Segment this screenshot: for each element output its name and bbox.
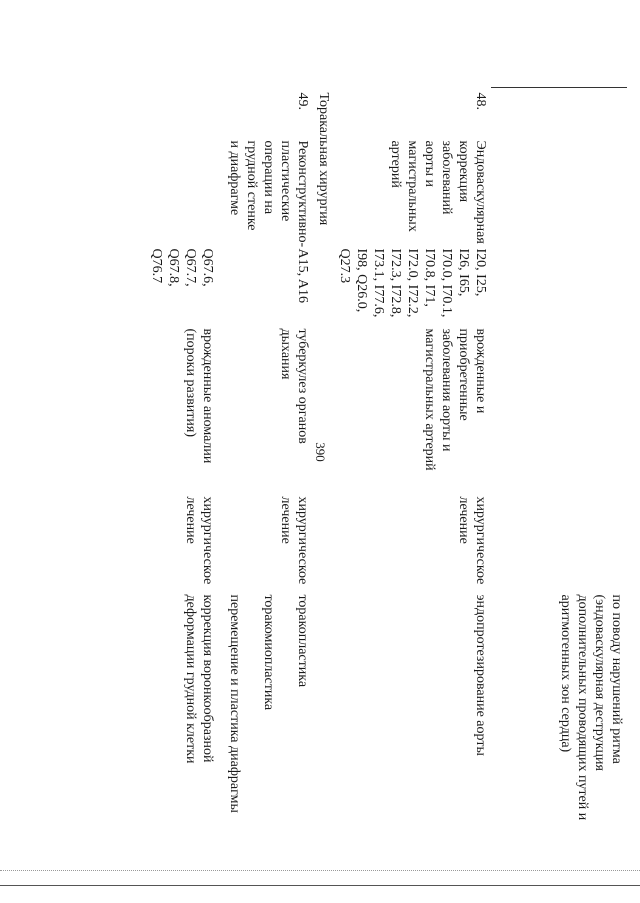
method-item: торакопластика: [295, 594, 310, 688]
carry-cell-type: [491, 492, 627, 590]
row49-methods-a: [218, 590, 313, 838]
rotated-page-content: [67, 87, 627, 837]
carry-cell-group: [491, 88, 627, 136]
vmp-table: [146, 87, 627, 838]
row48-method: эндопротезирование аорты: [473, 594, 488, 756]
carry-method: по поводу нарушений ритма (эндоваскулярная деструкция дополнительных проводящих путей и аритмогенных зон сердца): [558, 594, 624, 821]
row49-model-b: врожденные аномалии (пороки развития): [183, 328, 215, 464]
row49-num: 49.: [295, 92, 310, 110]
row49-method-b: коррекция воронкообразной деформации грудной клетки: [183, 594, 215, 764]
page-number: 390: [313, 442, 328, 462]
method-item: торакомиопластика: [261, 594, 276, 711]
row49-type-b: хирургическое лечение: [183, 496, 215, 585]
row49-codes-b: Q67.6, Q67.7, Q67.8, Q76.7: [149, 248, 215, 287]
carry-cell-model: [491, 324, 627, 492]
row49-name: Реконструктивно-пластические операции на грудной стенке и диафрагме: [227, 140, 310, 248]
row48-type: хирургическое лечение: [456, 496, 488, 585]
row48-codes: I20, I25, I26, I65, I70.0, I70.1, I70.8, I71, I72.0, I72.2, I72.3, I72.8, I73.1, I77.6, I98, Q26.0, Q27.3: [337, 248, 488, 318]
carry-cell-codes: [491, 244, 627, 324]
table-row-48: [334, 88, 491, 838]
footer-rule: [0, 885, 640, 886]
section-title: Торакальная хирургия: [316, 92, 331, 226]
row49-type-a: хирургическое лечение: [278, 496, 310, 585]
table-row-49a: [218, 88, 313, 838]
row49-model-a: туберкулез органов дыхания: [278, 328, 310, 444]
row48-name: Эндоваскулярная коррекция заболеваний аорты и магистральных артерий: [388, 140, 488, 244]
row49-codes-a: A15, A16: [295, 248, 310, 303]
scan-artifact-line: [0, 870, 640, 872]
carry-cell-name: [491, 136, 627, 244]
row48-num: 48.: [473, 92, 488, 110]
method-item: перемещение и пластика диафрагмы: [227, 594, 242, 813]
section-row: [313, 88, 334, 838]
row48-model: врожденные и приобретенные заболевания аорты и магистральных артерий: [422, 328, 488, 471]
carry-over-row: [491, 88, 627, 838]
